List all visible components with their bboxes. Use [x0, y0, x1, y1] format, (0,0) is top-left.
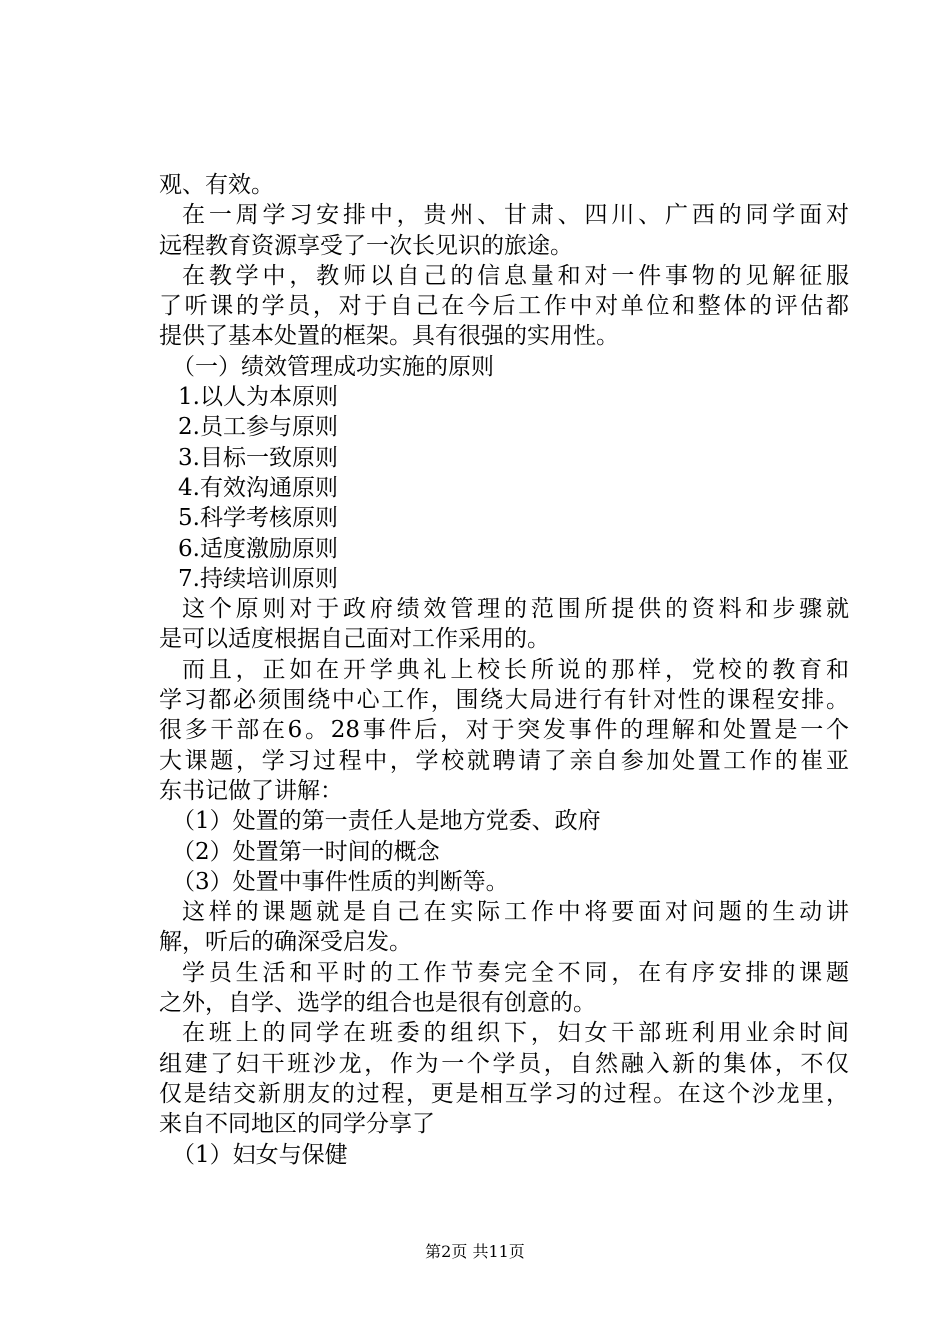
list-item: 4.有效沟通原则	[178, 474, 338, 501]
text-line: 来自不同地区的同学分享了	[159, 1111, 435, 1138]
list-item: （1）妇女与保健	[172, 1141, 348, 1168]
list-item: 7.持续培训原则	[178, 565, 338, 592]
list-item: 1.以人为本原则	[178, 384, 338, 411]
text-line: 这样的课题就是自己在实际工作中将要面对问题的生动讲	[182, 899, 849, 926]
text-line: 大课题，学习过程中，学校就聘请了亲自参加处置工作的崔亚	[159, 747, 849, 774]
list-item: 6.适度激励原则	[178, 535, 338, 562]
document-body	[159, 170, 849, 1170]
page-number-footer: 第2页 共11页	[425, 1242, 525, 1261]
text-line: 了听课的学员，对于自己在今后工作中对单位和整体的评估都	[159, 293, 849, 320]
text-line: 仅是结交新朋友的过程，更是相互学习的过程。在这个沙龙里，	[159, 1080, 849, 1107]
text-line: 在班上的同学在班委的组织下，妇女干部班利用业余时间	[182, 1020, 849, 1047]
text-line: 很多干部在6。28事件后，对于突发事件的理解和处置是一个	[159, 717, 849, 744]
list-item: 5.科学考核原则	[178, 505, 338, 532]
text-line: 远程教育资源享受了一次长见识的旅途。	[159, 232, 573, 259]
text-line: 这个原则对于政府绩效管理的范围所提供的资料和步骤就	[182, 596, 849, 623]
section-heading: （一）绩效管理成功实施的原则	[172, 353, 494, 380]
list-item: （3）处置中事件性质的判断等。	[172, 868, 509, 895]
text-line: 是可以适度根据自己面对工作采用的。	[159, 626, 550, 653]
list-item: （1）处置的第一责任人是地方党委、政府	[172, 808, 601, 835]
list-item: 3.目标一致原则	[178, 444, 338, 471]
text-line: 学员生活和平时的工作节奏完全不同，在有序安排的课题	[182, 959, 849, 986]
text-line: 东书记做了讲解：	[159, 777, 343, 804]
text-line: 组建了妇干班沙龙，作为一个学员，自然融入新的集体，不仅	[159, 1050, 849, 1077]
list-item: 2.员工参与原则	[178, 414, 338, 441]
text-line: 之外，自学、选学的组合也是很有创意的。	[159, 990, 596, 1017]
text-line: 学习都必须围绕中心工作，围绕大局进行有针对性的课程安排。	[159, 687, 849, 714]
text-line: 而且，正如在开学典礼上校长所说的那样，党校的教育和	[182, 656, 849, 683]
text-line: 在一周学习安排中，贵州、甘肃、四川、广西的同学面对	[182, 202, 849, 229]
text-line: 观、有效。	[159, 172, 274, 198]
text-line: 提供了基本处置的框架。具有很强的实用性。	[159, 323, 619, 350]
text-line: 在教学中，教师以自己的信息量和对一件事物的见解征服	[182, 262, 849, 289]
text-line: 解，听后的确深受启发。	[159, 929, 412, 956]
list-item: （2）处置第一时间的概念	[172, 838, 440, 865]
